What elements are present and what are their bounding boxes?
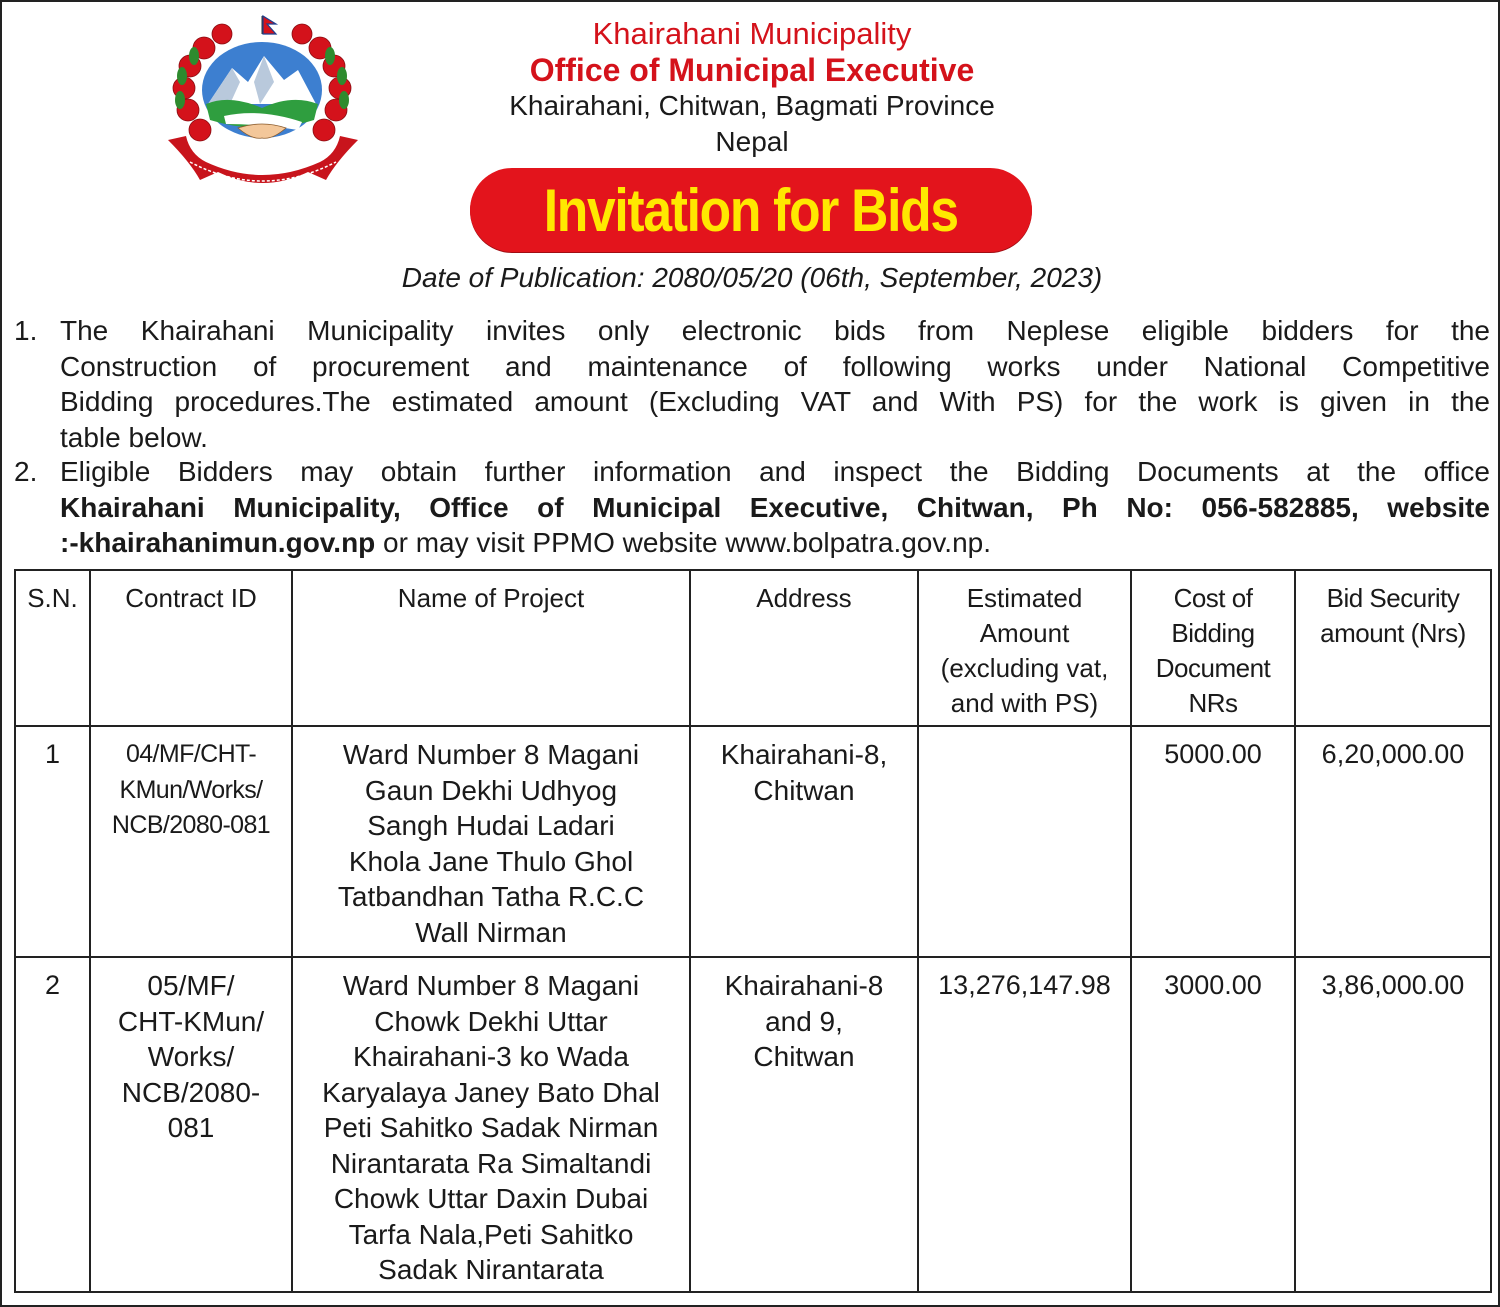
header-estimated-amount: Estimated Amount (excluding vat, and with PS): [918, 570, 1131, 726]
paragraph-2: [14, 454, 1490, 561]
table-row: [15, 726, 1491, 957]
header-sn: S.N.: [15, 570, 90, 726]
paragraph-2-number: 2.: [14, 456, 38, 487]
paragraph-2-line: [60, 525, 1490, 561]
municipality-name: Khairahani Municipality: [592, 16, 912, 51]
notice-title: Invitation for Bids: [543, 176, 959, 244]
header-address: Address: [690, 570, 918, 726]
paragraph-2-line: Eligible Bidders may obtain further information and inspect the Bidding Documents at the office: [60, 456, 1490, 487]
header-project-name: Name of Project: [292, 570, 690, 726]
office-name: Office of Municipal Executive: [529, 52, 975, 88]
table-row: [15, 957, 1491, 1292]
paragraph-1-line: The Khairahani Municipality invites only electronic bids from Neplese eligible bidders for the: [60, 315, 1490, 346]
paragraph-1-number: 1.: [14, 315, 38, 346]
notice-title-banner: [470, 168, 1032, 252]
publication-date: Date of Publication: 2080/05/20 (06th, September, 2023): [401, 262, 1103, 293]
cell-project-name: Ward Number 8 Magani Chowk Dekhi Uttar Khairahani-3 ko Wada Karyalaya Janey Bato Dhal Peti Sahitko Sadak Nirman Nirantarata Ra Simaltandi Chowk Uttar Daxin Dubai Tarfa Nala,Peti Sahitko Sadak Nirantarata: [292, 957, 690, 1292]
cell-address: Khairahani-8, Chitwan: [690, 726, 918, 957]
table-header-row: [15, 570, 1491, 726]
header-bid-security: Bid Security amount (Nrs): [1295, 570, 1491, 726]
cell-estimated-amount: [918, 726, 1131, 957]
paragraph-1-line: table below.: [60, 421, 208, 453]
office-country: Nepal: [715, 126, 789, 157]
bid-table: [14, 569, 1492, 1293]
cell-contract-id: 05/MF/ CHT-KMun/ Works/ NCB/2080- 081: [90, 957, 292, 1292]
paragraph-1: [14, 313, 1490, 455]
cell-contract-id: 04/MF/CHT- KMun/Works/ NCB/2080-081: [90, 726, 292, 957]
office-address: Khairahani, Chitwan, Bagmati Province: [509, 90, 995, 121]
cell-bid-security: 6,20,000.00: [1295, 726, 1491, 957]
header-document-cost: Cost of Bidding Document NRs: [1131, 570, 1295, 726]
nepal-government-emblem-icon: [160, 12, 365, 202]
cell-project-name: Ward Number 8 Magani Gaun Dekhi Udhyog Sangh Hudai Ladari Khola Jane Thulo Ghol Tatbandhan Tatha R.C.C Wall Nirman: [292, 726, 690, 957]
paragraph-2-office-contact: Khairahani Municipality, Office of Municipal Executive, Chitwan, Ph No: 056-582885, website: [60, 491, 1490, 523]
cell-bid-security: 3,86,000.00: [1295, 957, 1491, 1292]
cell-document-cost: 3000.00: [1131, 957, 1295, 1292]
cell-document-cost: 5000.00: [1131, 726, 1295, 957]
paragraph-1-line: Construction of procurement and maintenance of following works under National Competitive: [60, 350, 1490, 382]
cell-sn: 2: [15, 957, 90, 1292]
ppmo-website-text: or may visit PPMO website www.bolpatra.gov.np.: [375, 527, 991, 558]
cell-sn: 1: [15, 726, 90, 957]
cell-address: Khairahani-8 and 9, Chitwan: [690, 957, 918, 1292]
cell-estimated-amount: 13,276,147.98: [918, 957, 1131, 1292]
municipality-website-link[interactable]: :-khairahanimun.gov.np: [60, 527, 376, 558]
header-contract-id: Contract ID: [90, 570, 292, 726]
paragraph-1-line: Bidding procedures.The estimated amount (Excluding VAT and With PS) for the work is given in the: [60, 386, 1490, 417]
